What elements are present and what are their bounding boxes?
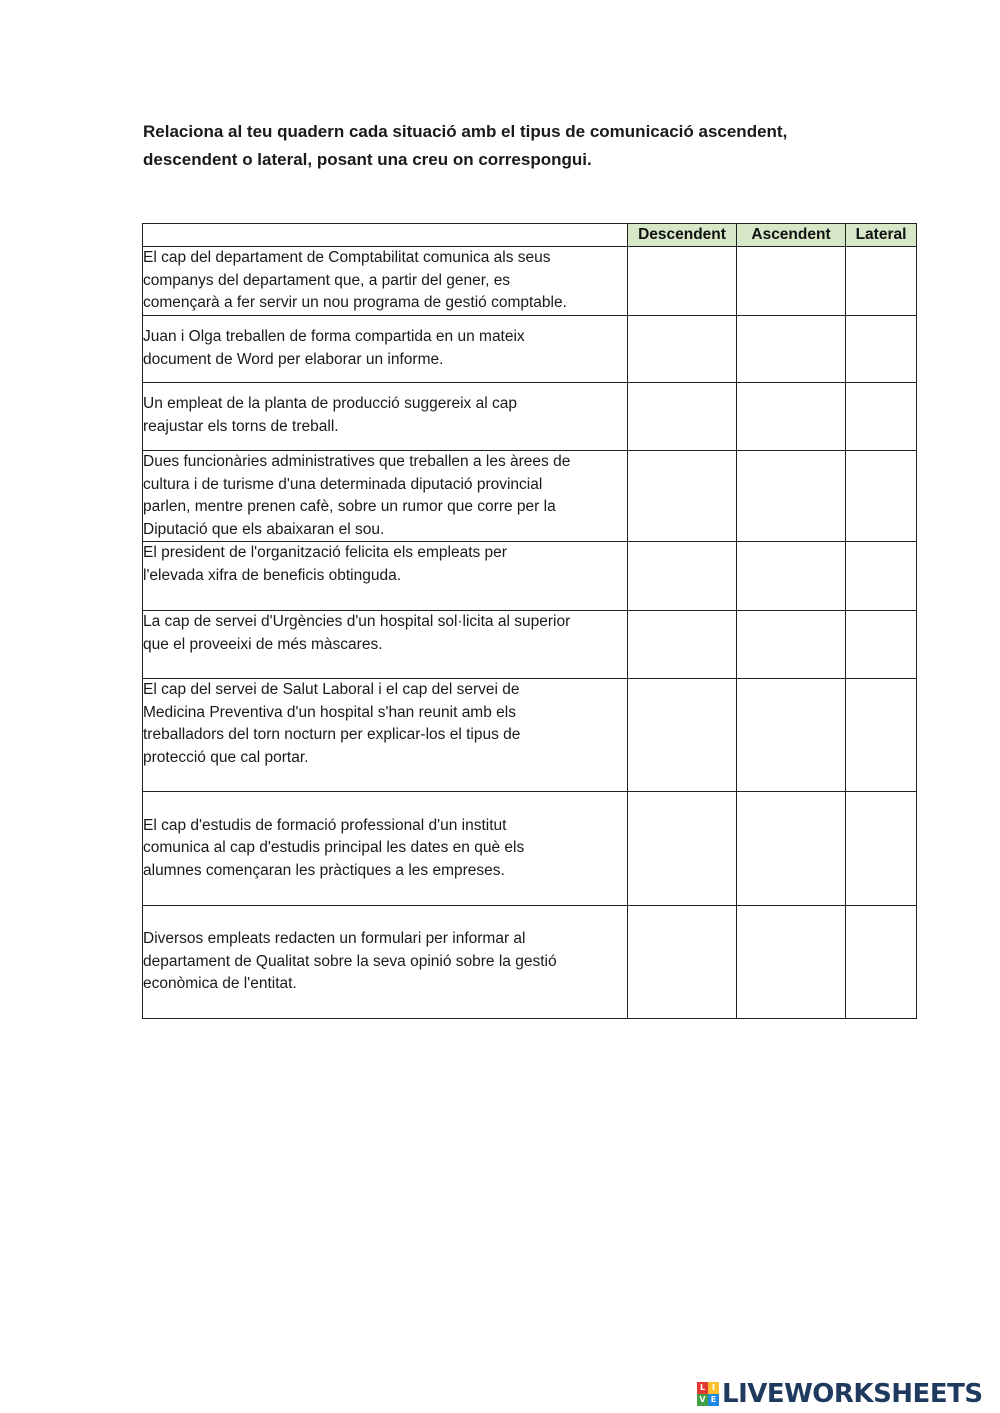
logo-letter-l: L bbox=[697, 1382, 708, 1394]
cell-lateral[interactable] bbox=[846, 451, 917, 542]
logo-letter-v: V bbox=[697, 1394, 708, 1406]
instructions-line-1: Relaciona al teu quadern cada situació amb el tipus de comunicació ascendent, bbox=[143, 122, 788, 141]
situation-line: econòmica de l'entitat. bbox=[143, 975, 297, 993]
table-row bbox=[143, 906, 917, 1019]
table-row bbox=[143, 611, 917, 679]
header-ascendent: Ascendent bbox=[737, 224, 846, 247]
situation-line: departament de Qualitat sobre la seva opinió sobre la gestió bbox=[143, 952, 557, 970]
situation-text bbox=[143, 611, 628, 679]
cell-descendent[interactable] bbox=[628, 611, 737, 679]
situation-line: cultura i de turisme d'una determinada diputació provincial bbox=[143, 475, 543, 493]
cell-lateral[interactable] bbox=[846, 542, 917, 611]
situation-text bbox=[143, 906, 628, 1019]
situation-text bbox=[143, 247, 628, 316]
logo-letter-i: I bbox=[708, 1382, 719, 1394]
situation-line: començarà a fer servir un nou programa de gestió comptable. bbox=[143, 294, 567, 311]
logo-text: LIVEWORKSHEETS bbox=[722, 1379, 983, 1409]
table-row bbox=[143, 247, 917, 316]
situation-line: companys del departament que, a partir del gener, es bbox=[143, 271, 511, 289]
cell-descendent[interactable] bbox=[628, 542, 737, 611]
situation-line: Diversos empleats redacten un formulari per informar al bbox=[143, 930, 526, 948]
cell-descendent[interactable] bbox=[628, 679, 737, 792]
cell-ascendent[interactable] bbox=[737, 542, 846, 611]
table-row bbox=[143, 451, 917, 542]
situation-text bbox=[143, 383, 628, 451]
cell-ascendent[interactable] bbox=[737, 906, 846, 1019]
liveworksheets-logo-icon bbox=[697, 1382, 719, 1406]
liveworksheets-logo[interactable] bbox=[697, 1379, 983, 1409]
cell-ascendent[interactable] bbox=[737, 679, 846, 792]
cell-lateral[interactable] bbox=[846, 679, 917, 792]
cell-ascendent[interactable] bbox=[737, 247, 846, 316]
header-blank bbox=[143, 224, 628, 247]
header-lateral: Lateral bbox=[846, 224, 917, 247]
table-row bbox=[143, 383, 917, 451]
situation-line: Medicina Preventiva d'un hospital s'han reunit amb els bbox=[143, 703, 516, 721]
situation-line: alumnes començaran les pràctiques a les empreses. bbox=[143, 861, 505, 879]
situation-line: El cap del departament de Comptabilitat comunica als seus bbox=[143, 249, 551, 266]
situation-line: El cap d'estudis de formació professional d'un institut bbox=[143, 816, 507, 834]
table-row bbox=[143, 542, 917, 611]
cell-ascendent[interactable] bbox=[737, 792, 846, 906]
instructions bbox=[143, 118, 843, 174]
cell-ascendent[interactable] bbox=[737, 316, 846, 383]
cell-descendent[interactable] bbox=[628, 451, 737, 542]
table-row bbox=[143, 316, 917, 383]
cell-ascendent[interactable] bbox=[737, 383, 846, 451]
situation-line: La cap de servei d'Urgències d'un hospital sol·licita al superior bbox=[143, 613, 571, 630]
table-row bbox=[143, 792, 917, 906]
situation-text bbox=[143, 451, 628, 542]
situation-text bbox=[143, 679, 628, 792]
logo-letter-e: E bbox=[708, 1394, 719, 1406]
situation-text bbox=[143, 792, 628, 906]
cell-lateral[interactable] bbox=[846, 611, 917, 679]
situation-line: El cap del servei de Salut Laboral i el cap del servei de bbox=[143, 681, 520, 698]
situation-line: treballadors del torn nocturn per explicar-los el tipus de bbox=[143, 726, 521, 743]
situation-line: comunica al cap d'estudis principal les dates en què els bbox=[143, 839, 525, 857]
cell-descendent[interactable] bbox=[628, 316, 737, 383]
cell-ascendent[interactable] bbox=[737, 611, 846, 679]
situation-line: l'elevada xifra de beneficis obtinguda. bbox=[143, 566, 402, 584]
situation-line: Juan i Olga treballen de forma compartida en un mateix bbox=[143, 328, 525, 345]
cell-ascendent[interactable] bbox=[737, 451, 846, 542]
instructions-line-2: descendent o lateral, posant una creu on correspongui. bbox=[143, 150, 592, 169]
cell-descendent[interactable] bbox=[628, 247, 737, 316]
cell-lateral[interactable] bbox=[846, 247, 917, 316]
situation-line: reajustar els torns de treball. bbox=[143, 417, 339, 435]
situation-line: Diputació que els abaixaran el sou. bbox=[143, 520, 385, 538]
situation-line: Dues funcionàries administratives que treballen a les àrees de bbox=[143, 453, 571, 470]
situation-line: Un empleat de la planta de producció suggereix al cap bbox=[143, 395, 517, 412]
communication-table bbox=[142, 223, 917, 1019]
situation-line: parlen, mentre prenen cafè, sobre un rumor que corre per la bbox=[143, 498, 556, 515]
cell-descendent[interactable] bbox=[628, 383, 737, 451]
cell-lateral[interactable] bbox=[846, 316, 917, 383]
situation-line: que el proveeixi de més màscares. bbox=[143, 635, 383, 653]
header-descendent: Descendent bbox=[628, 224, 737, 247]
situation-line: protecció que cal portar. bbox=[143, 748, 309, 766]
cell-descendent[interactable] bbox=[628, 906, 737, 1019]
situation-text bbox=[143, 316, 628, 383]
situation-line: El president de l'organització felicita els empleats per bbox=[143, 544, 507, 561]
situation-line: document de Word per elaborar un informe. bbox=[143, 350, 444, 368]
cell-lateral[interactable] bbox=[846, 906, 917, 1019]
situation-text bbox=[143, 542, 628, 611]
cell-lateral[interactable] bbox=[846, 383, 917, 451]
cell-descendent[interactable] bbox=[628, 792, 737, 906]
cell-lateral[interactable] bbox=[846, 792, 917, 906]
table-row bbox=[143, 679, 917, 792]
